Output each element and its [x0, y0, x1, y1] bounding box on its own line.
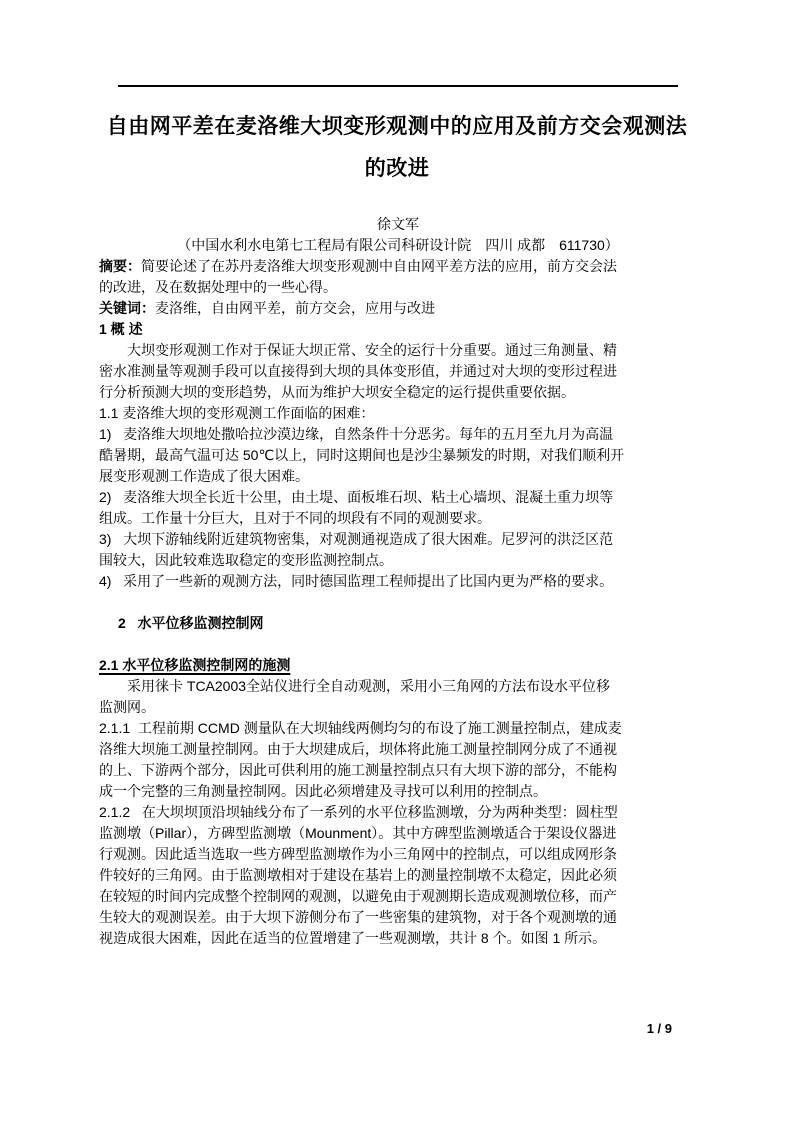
list-item: 2) 麦洛维大坝全长近十公里，由土堤、面板堆石坝、粘土心墙坝、混凝土重力坝等	[99, 489, 614, 505]
author: 徐文军	[377, 216, 419, 232]
heading-section-1-1: 1.1 麦洛维大坝的变形观测工作面临的困难：	[99, 405, 375, 421]
body-line: 密水准测量等观测手段可以直接得到大坝的具体变形值，并通过对大坝的变形过程进	[99, 363, 617, 379]
keywords-line: 关键词：麦洛维，自由网平差，前方交会，应用与改进	[99, 300, 435, 316]
body-line: 围较大，因此较难选取稳定的变形监测控制点。	[99, 552, 393, 568]
body-line: 酷暑期，最高气温可达 50℃以上，同时这期间也是沙尘暴频发的时期，对我们顺利开	[99, 447, 625, 463]
body-line: 的上、下游两个部分，因此可供利用的施工测量控制点只有大坝下游的部分，不能构	[99, 762, 617, 778]
body-line: 成一个完整的三角测量控制网。因此必须增建及寻找可以利用的控制点。	[99, 783, 547, 799]
heading-section-2: 2 水平位移监测控制网	[118, 615, 264, 631]
affiliation: （中国水利水电第七工程局有限公司科研设计院 四川 成都 611730）	[177, 237, 619, 253]
body-line: 监测网。	[99, 699, 155, 715]
header-rule	[118, 85, 678, 87]
body-line: 采用徕卡 TCA2003全站仪进行全自动观测，采用小三角网的方法布设水平位移	[127, 678, 611, 694]
body-line: 件较好的三角网。由于监测墩相对于建设在基岩上的测量控制墩不太稳定，因此必须	[99, 867, 617, 883]
body-line: 行观测。因此适当选取一些方碑型监测墩作为小三角网中的控制点，可以组成网形条	[99, 846, 617, 862]
body-line: 行分析预测大坝的变形趋势，从而为维护大坝安全稳定的运行提供重要依据。	[99, 384, 575, 400]
body-line: 展变形观测工作造成了很大困难。	[99, 468, 309, 484]
heading-section-2-1: 2.1 水平位移监测控制网的施测	[99, 657, 291, 673]
body-line: 在较短的时间内完成整个控制网的观测，以避免由于观测期长造成观测墩位移，而产	[99, 888, 617, 904]
list-item: 4) 采用了一些新的观测方法，同时德国监理工程师提出了比国内更为严格的要求。	[99, 573, 614, 589]
document-title	[0, 106, 794, 190]
page-number: 1 / 9	[646, 1021, 672, 1036]
body-line: 2.1.2 在大坝坝顶沿坝轴线分布了一系列的水平位移监测墩，分为两种类型：圆柱型	[99, 804, 618, 820]
body-line: 洛维大坝施工测量控制网。由于大坝建成后，坝体将此施工测量控制网分成了不通视	[99, 741, 617, 757]
body-line: 大坝变形观测工作对于保证大坝正常、安全的运行十分重要。通过三角测量、精	[127, 342, 617, 358]
list-item: 1) 麦洛维大坝地处撒哈拉沙漠边缘，自然条件十分恶劣。每年的五月至九月为高温	[99, 426, 614, 442]
document-body	[99, 214, 697, 949]
body-line: 2.1.1 工程前期 CCMD 测量队在大坝轴线两侧均匀的布设了施工测量控制点，建成麦	[99, 720, 622, 736]
body-line: 生较大的观测误差。由于大坝下游侧分布了一些密集的建筑物，对于各个观测墩的通	[99, 909, 617, 925]
title-line-2: 的改进	[364, 157, 430, 180]
abstract-line: 摘要：简要论述了在苏丹麦洛维大坝变形观测中自由网平差方法的应用，前方交会法	[99, 258, 617, 274]
body-line: 视造成很大困难，因此在适当的位置增建了一些观测墩，共计 8 个。如图 1 所示。	[99, 930, 607, 946]
body-line: 组成。工作量十分巨大，且对于不同的坝段有不同的观测要求。	[99, 510, 491, 526]
heading-section-1: 1 概 述	[99, 321, 143, 337]
list-item: 3) 大坝下游轴线附近建筑物密集，对观测通视造成了很大困难。尼罗河的洪泛区范	[99, 531, 614, 547]
title-line-1: 自由网平差在麦洛维大坝变形观测中的应用及前方交会观测法	[106, 115, 688, 138]
abstract-line: 的改进，及在数据处理中的一些心得。	[99, 279, 337, 295]
body-line: 监测墩（Pillar），方碑型监测墩（Mounment）。其中方碑型监测墩适合于架设仪器进	[99, 825, 617, 841]
